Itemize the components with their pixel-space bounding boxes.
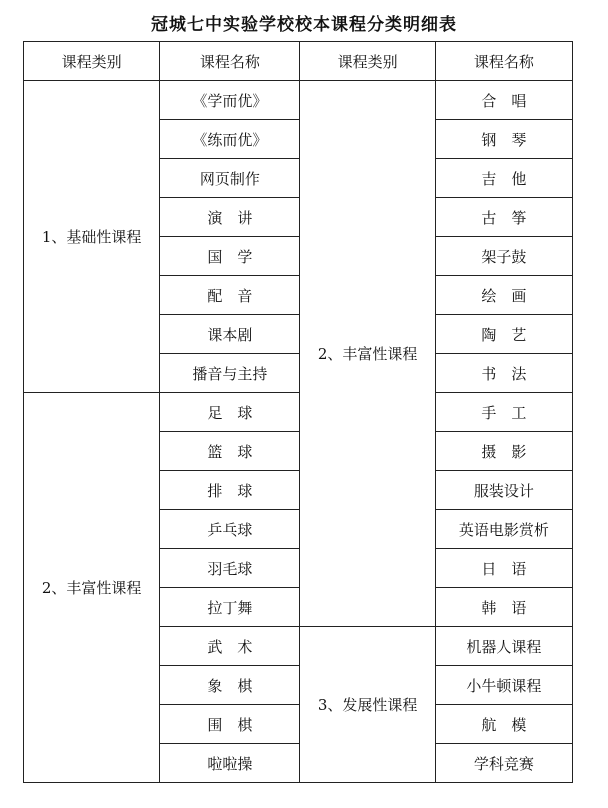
category-dev: 3、发展性课程: [300, 627, 435, 783]
course-cell: 国 学: [160, 237, 300, 276]
course-cell: 架子鼓: [435, 237, 572, 276]
course-cell: 排 球: [160, 471, 300, 510]
course-table: [23, 41, 573, 783]
course-cell: 学科竞赛: [435, 744, 572, 783]
course-cell: 手 工: [435, 393, 572, 432]
course-cell: 摄 影: [435, 432, 572, 471]
course-cell: 陶 艺: [435, 315, 572, 354]
course-cell: 篮 球: [160, 432, 300, 471]
header-course-right: 课程名称: [435, 42, 572, 81]
header-row: [24, 42, 573, 81]
table-row: [24, 81, 573, 120]
category-rich-left: 2、丰富性课程: [24, 393, 160, 783]
course-cell: 象 棋: [160, 666, 300, 705]
course-cell: 韩 语: [435, 588, 572, 627]
course-cell: 课本剧: [160, 315, 300, 354]
course-cell: 英语电影赏析: [435, 510, 572, 549]
course-cell: 吉 他: [435, 159, 572, 198]
course-cell: 拉丁舞: [160, 588, 300, 627]
course-cell: 武 术: [160, 627, 300, 666]
course-cell: 足 球: [160, 393, 300, 432]
course-cell: 网页制作: [160, 159, 300, 198]
page-title: 冠城七中实验学校校本课程分类明细表: [151, 15, 457, 35]
category-rich-right: 2、丰富性课程: [300, 81, 435, 627]
course-cell: 合 唱: [435, 81, 572, 120]
course-cell: 乒乓球: [160, 510, 300, 549]
course-cell: 《练而优》: [160, 120, 300, 159]
course-cell: 航 模: [435, 705, 572, 744]
course-cell: 书 法: [435, 354, 572, 393]
course-cell: 围 棋: [160, 705, 300, 744]
course-cell: 《学而优》: [160, 81, 300, 120]
course-cell: 小牛顿课程: [435, 666, 572, 705]
category-basic: 1、基础性课程: [24, 81, 160, 393]
header-category-left: 课程类别: [24, 42, 160, 81]
course-cell: 古 筝: [435, 198, 572, 237]
header-course-left: 课程名称: [160, 42, 300, 81]
course-cell: 播音与主持: [160, 354, 300, 393]
course-cell: 羽毛球: [160, 549, 300, 588]
course-cell: 日 语: [435, 549, 572, 588]
course-cell: 机器人课程: [435, 627, 572, 666]
course-cell: 啦啦操: [160, 744, 300, 783]
course-cell: 演 讲: [160, 198, 300, 237]
course-cell: 配 音: [160, 276, 300, 315]
header-category-right: 课程类别: [300, 42, 435, 81]
course-cell: 绘 画: [435, 276, 572, 315]
course-cell: 钢 琴: [435, 120, 572, 159]
table-row: [24, 393, 573, 432]
course-cell: 服装设计: [435, 471, 572, 510]
